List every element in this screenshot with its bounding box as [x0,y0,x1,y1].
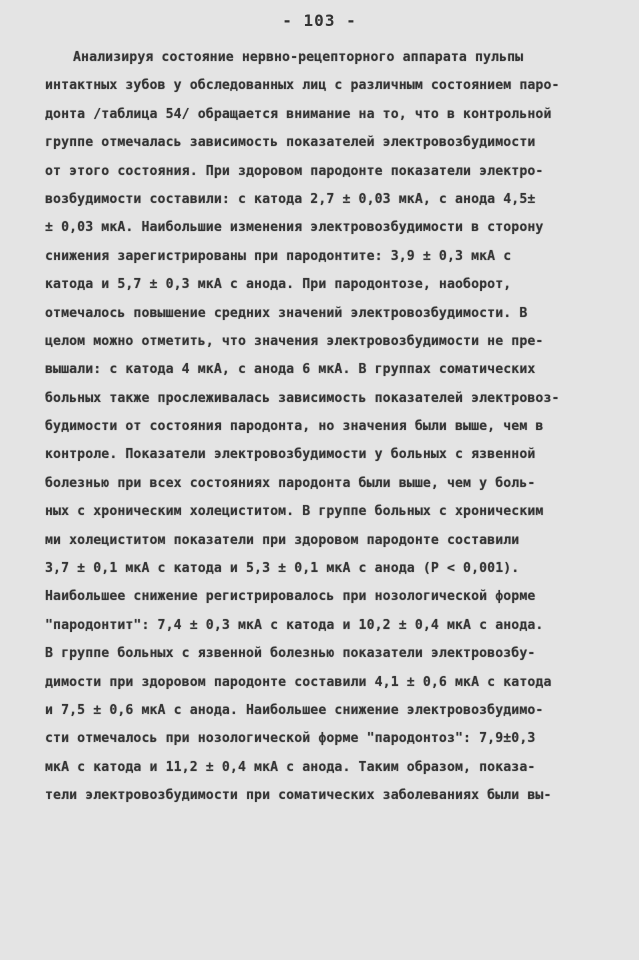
text-line: 3,7 ± 0,1 мкА с катода и 5,3 ± 0,1 мкА с анода (Р < 0,001). [45,561,520,577]
text-line: и 7,5 ± 0,6 мкА с анода. Наибольшее снижение электровозбудимо- [45,702,544,718]
text-line: ных с хроническим холециститом. В группе больных с хроническим [45,504,544,520]
text-line: Анализируя состояние нервно-рецепторного аппарата пульпы [73,50,524,65]
text-line: от этого состояния. При здоровом пародонте показатели электро- [45,163,544,179]
text-line: группе отмечалась зависимость показателей электровозбудимости [45,135,536,151]
text-line: больных также прослеживалась зависимость показателей электровоз- [45,390,560,406]
text-line: ± 0,03 мкА. Наибольшие изменения электровозбудимости в сторону [45,220,544,236]
text-line: контроле. Показатели электровозбудимости у больных с язвенной [45,447,536,463]
text-line: целом можно отметить, что значения электровозбудимости не пре- [45,333,544,349]
text-line: димости при здоровом пародонте составили 4,1 ± 0,6 мкА с катода [45,674,552,690]
text-line: возбудимости составили: с катода 2,7 ± 0,03 мкА, с анода 4,5± [45,191,536,207]
text-line: ми холециститом показатели при здоровом пародонте составили [45,532,520,548]
text-line: тели электровозбудимости при соматических заболеваниях были вы- [45,788,552,804]
text-line: катода и 5,7 ± 0,3 мкА с анода. При пародонтозе, наоборот, [45,277,512,293]
text-line: отмечалось повышение средних значений электровозбудимости. В [45,305,528,321]
text-line: мкА с катода и 11,2 ± 0,4 мкА с анода. Таким образом, показа- [45,759,536,775]
text-line: снижения зарегистрированы при пародонтите: 3,9 ± 0,3 мкА с [45,248,512,264]
text-line: Наибольшее снижение регистрировалось при нозологической форме [45,589,536,605]
text-line: В группе больных с язвенной болезнью показатели электровозбу- [45,646,536,662]
text-line: сти отмечалось при нозологической форме "пародонтоз": 7,9±0,3 [45,731,536,747]
text-line: донта /таблица 54/ обращается внимание на то, что в контрольной [45,106,552,122]
text-line: будимости от состояния пародонта, но значения были выше, чем в [45,419,544,435]
text-line: вышали: с катода 4 мкА, с анода 6 мкА. В группах соматических [45,362,536,378]
text-line: интактных зубов у обследованных лиц с различным состоянием паро- [45,78,560,94]
body-text [45,44,600,811]
text-line: "пародонтит": 7,4 ± 0,3 мкА с катода и 10,2 ± 0,4 мкА с анода. [45,617,544,633]
text-line: болезнью при всех состояниях пародонта были выше, чем у боль- [45,475,536,491]
page-number: - 103 - [282,11,357,30]
